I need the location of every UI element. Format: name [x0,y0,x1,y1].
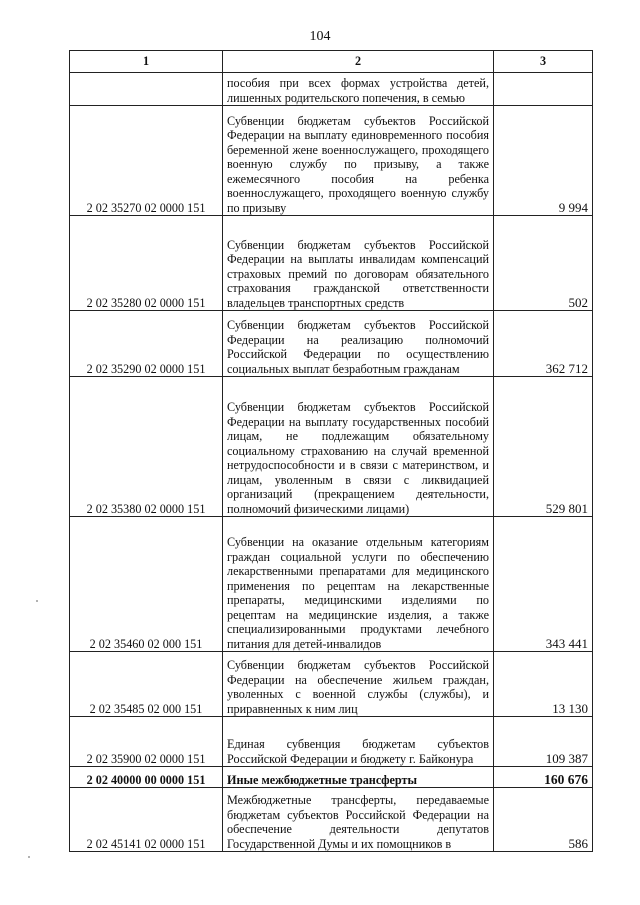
row-amount: 109 387 [494,717,593,767]
row-amount: 343 441 [494,517,593,652]
row-amount: 529 801 [494,377,593,517]
table-row-total [70,767,593,788]
row-code: 2 02 35380 02 0000 151 [70,377,223,517]
column-header-amount: 3 [494,51,593,73]
row-description: Субвенции бюджетам субъектов Российской Федерации на выплаты инвалидам компенсаций страховых премий по договорам обязательного страхования гражданской ответственности владельцев транспортных средств [223,216,494,311]
row-amount: 9 994 [494,106,593,216]
table-row [70,311,593,377]
row-code: 2 02 35270 02 0000 151 [70,106,223,216]
row-description: Субвенции бюджетам субъектов Российской Федерации на выплату единовременного пособия беременной жене военнослужащего, проходящего военную службу по призыву, а также ежемесячного пособия на ребенка военнослужащего, проходящего военную службу по призыву [223,106,494,216]
table-row [70,73,593,106]
table-row [70,377,593,517]
row-code: 2 02 35460 02 000 151 [70,517,223,652]
row-code: 2 02 40000 00 0000 151 [70,767,223,788]
row-description: Иные межбюджетные трансферты [223,767,494,788]
row-code: 2 02 35485 02 000 151 [70,652,223,717]
row-description: Субвенции бюджетам субъектов Российской Федерации на реализацию полномочий Российской Федерации по осуществлению социальных выплат безработным гражданам [223,311,494,377]
row-code: 2 02 35900 02 0000 151 [70,717,223,767]
row-description: Субвенции бюджетам субъектов Российской Федерации на обеспечение жильем граждан, уволенных с военной службы (службы), и приравненных к ним лиц [223,652,494,717]
table-header-row [70,51,593,73]
scan-speck [36,600,38,602]
table-row [70,717,593,767]
table-row [70,517,593,652]
row-amount: 160 676 [494,767,593,788]
table-row [70,788,593,852]
row-amount: 13 130 [494,652,593,717]
row-description: Межбюджетные трансферты, передаваемые бюджетам субъектов Российской Федерации на обеспечение деятельности депутатов Государственной Думы и их помощников в [223,788,494,852]
row-code: 2 02 35280 02 0000 151 [70,216,223,311]
budget-revenue-table [69,50,593,852]
row-description: Субвенции бюджетам субъектов Российской Федерации на выплату государственных пособий лицам, не подлежащим обязательному социальному страхованию на случай временной нетрудоспособности и в связи с материнством, и лицам, уволенным в связи с ликвидацией организаций (прекращением деятельности, полномочий физическими лицами) [223,377,494,517]
table-row [70,216,593,311]
column-header-code: 1 [70,51,223,73]
row-code: 2 02 45141 02 0000 151 [70,788,223,852]
scan-speck [28,856,30,858]
row-description: Единая субвенция бюджетам субъектов Российской Федерации и бюджету г. Байконура [223,717,494,767]
row-amount: 586 [494,788,593,852]
page-number: 104 [309,29,331,44]
row-description: Субвенции на оказание отдельным категориям граждан социальной услуги по обеспечению лекарственными препаратами для медицинского применения по рецептам на лекарственные препараты, медицинскими изделиями по рецептам на медицинские изделия, а также специализированными продуктами лечебного питания для детей-инвалидов [223,517,494,652]
row-amount: 362 712 [494,311,593,377]
table-row [70,106,593,216]
row-amount [494,73,593,106]
row-description: пособия при всех формах устройства детей, лишенных родительского попечения, в семью [223,73,494,106]
row-amount: 502 [494,216,593,311]
row-code: 2 02 35290 02 0000 151 [70,311,223,377]
row-code [70,73,223,106]
column-header-description: 2 [223,51,494,73]
table-row [70,652,593,717]
